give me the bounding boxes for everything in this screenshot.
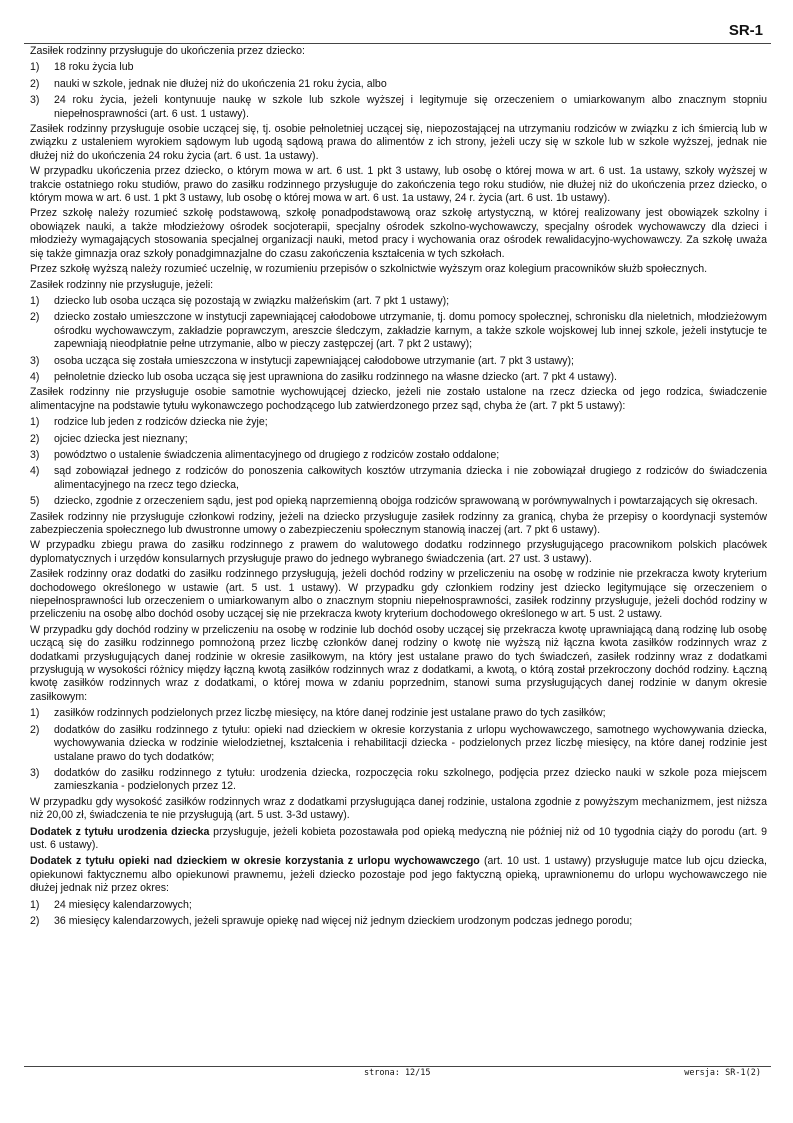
list-item-number: 2) bbox=[30, 432, 40, 445]
list-item bbox=[30, 899, 767, 912]
paragraph-text: przysługuje, jeżeli kobieta pozostawała pod opieką medyczną nie później niż od 10 tygodnia ciąży do porodu (art. 9 ust. 6 ustawy). bbox=[30, 825, 767, 851]
list-item-number: 3) bbox=[30, 354, 40, 367]
list-item bbox=[30, 495, 767, 508]
paragraph: Zasiłek rodzinny nie przysługuje, jeżeli: bbox=[30, 278, 214, 291]
list-item-number: 4) bbox=[30, 465, 40, 478]
paragraph-heading: Dodatek z tytułu opieki nad dzieckiem w okresie korzystania z urlopu wychowawczego bbox=[30, 855, 480, 868]
page-number: strona: 12/15 bbox=[364, 1068, 431, 1078]
list-item-number: 2) bbox=[30, 77, 40, 90]
list-item bbox=[30, 767, 767, 794]
list-item-number: 4) bbox=[30, 370, 40, 383]
list-item-number: 3) bbox=[30, 766, 40, 779]
list-item-text: dziecko zostało umieszczone w instytucji zapewniającej całodobowe utrzymanie, tj. domu pomocy społecznej, schronisku dla nieletnich, młodzieżowym ośrodku wychowawczym, zakładzie poprawczym, areszcie śledczym, zakładzie karnym, a także szkole wojskowej lub innej szkole, jeżeli instytucje te zapewniają nieodpłatnie pełne utrzymanie, albo w pieczy zastępczej (art. 7 pkt 2 ustawy); bbox=[54, 311, 767, 351]
list-item-number: 1) bbox=[30, 61, 40, 74]
list-item bbox=[30, 371, 767, 384]
form-version: wersja: SR-1(2) bbox=[684, 1068, 761, 1078]
list-item bbox=[30, 433, 767, 446]
list-item bbox=[30, 311, 767, 351]
document-page bbox=[24, 0, 771, 1123]
list-item-text: 18 roku życia lub bbox=[54, 61, 134, 74]
paragraph: Zasiłek rodzinny przysługuje do ukończenia przez dziecko: bbox=[30, 45, 305, 57]
list-item-number: 1) bbox=[30, 898, 40, 911]
paragraph: Zasiłek rodzinny przysługuje osobie uczącej się, tj. osobie pełnoletniej uczącej się, niepozostającej na utrzymaniu rodziców w związku z ich śmiercią lub w związku z ustaleniem wyrokiem sądowym lub ugodą sądową prawa do alimentów z ich strony, jeżeli uczy się w szkole lub w szkole wyższej, jednak nie dłużej niż do ukończenia 24 roku życia (art. 6 ust. 1a ustawy). bbox=[30, 123, 767, 162]
list-item-number: 1) bbox=[30, 294, 40, 307]
list-item bbox=[30, 449, 767, 462]
list-item-text: 24 miesięcy kalendarzowych; bbox=[54, 898, 192, 911]
paragraph-heading: Dodatek z tytułu urodzenia dziecka bbox=[30, 825, 210, 838]
list-item-text: rodzice lub jeden z rodziców dziecka nie żyje; bbox=[54, 416, 268, 429]
list-item-text: nauki w szkole, jednak nie dłużej niż do ukończenia 21 roku życia, albo bbox=[54, 77, 387, 90]
paragraph: W przypadku gdy wysokość zasiłków rodzinnych wraz z dodatkami przysługująca danej rodzinie, ustalona zgodnie z powyższym mechanizmem, jest niższa niż 20,00 zł, świadczenia te nie przysługują (art. 5 ust. 3-3d ustawy). bbox=[30, 795, 767, 822]
paragraph bbox=[30, 855, 767, 895]
list-item bbox=[30, 416, 767, 429]
list-item-number: 2) bbox=[30, 723, 40, 736]
list-item-text: dodatków do zasiłku rodzinnego z tytułu: urodzenia dziecka, rozpoczęcia roku szkolnego, podjęcia przez dziecko nauki w szkole poza miejscem zamieszkania - podzielonych przez 12. bbox=[54, 766, 767, 793]
paragraph: W przypadku gdy dochód rodziny w przeliczeniu na osobę w rodzinie lub dochód osoby uczącej się przekracza kwotę uprawniającą daną rodzinę lub osobę uczącą się do zasiłku rodzinnego pomnożoną przez liczbę członków danej rodziny o kwotę nie wyższą niż łączna kwota zasiłków rodzinnych wraz z dodatkami przysługujących danej rodzinie w okresie zasiłkowym, na który jest ustalane prawo do tych świadczeń, zasiłek rodzinny wraz z dodatkami przysługują w wysokości różnicy między łączną kwotą zasiłków rodzinnych wraz z dodatkami, a kwotą, o którą został przekroczony dochód rodziny. Łączną kwotę zasiłków rodzinnych wraz z dodatkami, o której mowa w zdaniu poprzednim, stanowi suma przysługujących danej rodzinie w danym okresie zasiłkowym: bbox=[30, 623, 767, 703]
list-item bbox=[30, 78, 767, 91]
list-item-text: 24 roku życia, jeżeli kontynuuje naukę w szkole lub szkole wyższej i legitymuje się orzeczeniem o umiarkowanym albo znacznym stopniu niepełnosprawności (art. 6 ust. 1 ustawy). bbox=[54, 94, 767, 120]
paragraph: Zasiłek rodzinny nie przysługuje osobie samotnie wychowującej dziecko, jeżeli nie zostało ustalone na rzecz dziecka od jego rodzica, świadczenie alimentacyjne na podstawie tytułu wykonawczego pochodzącego lub zatwierdzonego przez sąd, chyba że (art. 7 pkt 5 ustawy): bbox=[30, 386, 767, 412]
list-item bbox=[30, 915, 767, 928]
paragraph: Zasiłek rodzinny oraz dodatki do zasiłku rodzinnego przysługują, jeżeli dochód rodziny w przeliczeniu na osobę w rodzinie nie przekracza kwoty kryterium dochodowego określonego w ustawie (art. 5 ust. 1 ustawy). W przypadku gdy członkiem rodziny jest dziecko legitymujące się orzeczeniem o niepełnosprawności lub orzeczeniem o umiarkowanym albo o znacznym stopniu niepełnosprawności, zasiłek rodzinny przysługuje, jeżeli dochód rodziny w przeliczeniu na osobę albo dochód osoby uczącej się nie przekracza kwoty kryterium dochodowego określonego w art. 5 ust. 2 ustawy. bbox=[30, 568, 767, 621]
list-item-text: ojciec dziecka jest nieznany; bbox=[54, 432, 188, 445]
paragraph: Przez szkołę należy rozumieć szkołę podstawową, szkołę ponadpodstawową oraz szkołę artystyczną, w której realizowany jest obowiązek szkolny i obowiązek nauki, a także młodzieżowy ośrodek socjoterapii, specjalny ośrodek szkolno-wychowawczy, specjalny ośrodek wychowawczy dla dzieci i młodzieży wymagających stosowania specjalnej organizacji nauki, metod pracy i wychowania oraz ośrodek rewalidacyjno-wychowawczy. Za szkołę uważa się także gimnazja oraz szkoły ponadgimnazjalne do czasu zakończenia kształcenia w tych szkołach. bbox=[30, 207, 767, 260]
list-item-text: dziecko lub osoba ucząca się pozostają w związku małżeńskim (art. 7 pkt 1 ustawy); bbox=[54, 294, 450, 307]
paragraph: Zasiłek rodzinny nie przysługuje członkowi rodziny, jeżeli na dziecko przysługuje zasiłek rodzinny za granicą, chyba że przepisy o koordynacji systemów zabezpieczenia społecznego lub dwustronne umowy o zabezpieczeniu społecznym stanowią inaczej (art. 7 pkt 6 ustawy). bbox=[30, 510, 767, 536]
list-item-text: dziecko, zgodnie z orzeczeniem sądu, jest pod opieką naprzemienną obojga rodziców sprawowaną w porównywalnych i powtarzających się okresach. bbox=[54, 495, 758, 508]
list-item-text: dodatków do zasiłku rodzinnego z tytułu: opieki nad dzieckiem w okresie korzystania z urlopu wychowawczego, samotnego wychowywania dziecka, wychowywania dziecka w rodzinie wielodzietnej, kształcenia i rehabilitacji dziecka - podzielonych przez liczbę miesięcy, na które danej rodzinie jest ustalane prawo do tych dodatków; bbox=[54, 723, 767, 763]
footer-divider bbox=[24, 1066, 771, 1067]
paragraph bbox=[30, 826, 767, 853]
list-item bbox=[30, 355, 767, 368]
document-body bbox=[30, 45, 767, 930]
list-item-text: osoba ucząca się została umieszczona w instytucji zapewniającej całodobowe utrzymanie (art. 7 pkt 3 ustawy); bbox=[54, 354, 574, 367]
paragraph: W przypadku ukończenia przez dziecko, o którym mowa w art. 6 ust. 1 pkt 3 ustawy, lub osobę o której mowa w art. 6 ust. 1a ustawy, szkoły wyższej w trakcie ostatniego roku studiów, prawo do zasiłku rodzinnego przysługuje do zakończenia tego roku studiów, nie dłużej niż do ukończenia przez dziecko, o którym mowa w art. 6 ust. 1 pkt 3 ustawy, lub osobę o której mowa w art. 6 ust. 1a ustawy, 24 r. życia (art. 6 ust. 1b ustawy). bbox=[30, 165, 767, 205]
list-item-number: 2) bbox=[30, 311, 40, 324]
list-item-text: 36 miesięcy kalendarzowych, jeżeli sprawuje opiekę nad więcej niż jednym dzieckiem urodzonym podczas jednego porodu; bbox=[54, 914, 633, 927]
list-item bbox=[30, 94, 767, 121]
list-item bbox=[30, 707, 767, 720]
list-item-text: pełnoletnie dziecko lub osoba ucząca się jest uprawniona do zasiłku rodzinnego na własne dziecko (art. 7 pkt 4 ustawy). bbox=[54, 370, 617, 383]
list-item bbox=[30, 465, 767, 492]
list-item-text: sąd zobowiązał jednego z rodziców do ponoszenia całkowitych kosztów utrzymania dziecka i nie zobowiązał drugiego z rodziców do świadczenia alimentacyjnego na rzecz tego dziecka, bbox=[54, 465, 767, 491]
paragraph: W przypadku zbiegu prawa do zasiłku rodzinnego z prawem do walutowego dodatku rodzinnego przysługującego pracownikom polskich placówek dyplomatycznych i urzędów konsularnych przysługuje prawo do jednego wybranego świadczenia (art. 27 ust. 3 ustawy). bbox=[30, 539, 767, 565]
form-code: SR-1 bbox=[728, 22, 763, 39]
list-item-number: 1) bbox=[30, 707, 40, 720]
list-item bbox=[30, 61, 767, 74]
list-item bbox=[30, 295, 767, 308]
list-item-text: zasiłków rodzinnych podzielonych przez liczbę miesięcy, na które danej rodzinie jest ustalane prawo do tych zasiłków; bbox=[54, 707, 606, 720]
list-item-number: 3) bbox=[30, 448, 40, 461]
paragraph: Przez szkołę wyższą należy rozumieć uczelnię, w rozumieniu przepisów o szkolnictwie wyższym oraz kolegium pracowników służb społecznych. bbox=[30, 263, 708, 276]
list-item-text: powództwo o ustalenie świadczenia alimentacyjnego od drugiego z rodziców zostało oddalone; bbox=[54, 448, 500, 461]
list-item-number: 2) bbox=[30, 914, 40, 927]
list-item-number: 3) bbox=[30, 94, 40, 107]
list-item-number: 5) bbox=[30, 495, 40, 508]
list-item-number: 1) bbox=[30, 416, 40, 429]
header-divider bbox=[24, 43, 771, 44]
list-item bbox=[30, 724, 767, 764]
paragraph-text: (art. 10 ust. 1 ustawy) przysługuje matce lub ojcu dziecka, opiekunowi faktycznemu albo opiekunowi prawnemu, jeżeli dziecko pozostaje pod jego faktyczną opieką, uprawnionemu do urlopu wychowawczego nie dłużej jednak niż przez okres: bbox=[30, 855, 767, 895]
